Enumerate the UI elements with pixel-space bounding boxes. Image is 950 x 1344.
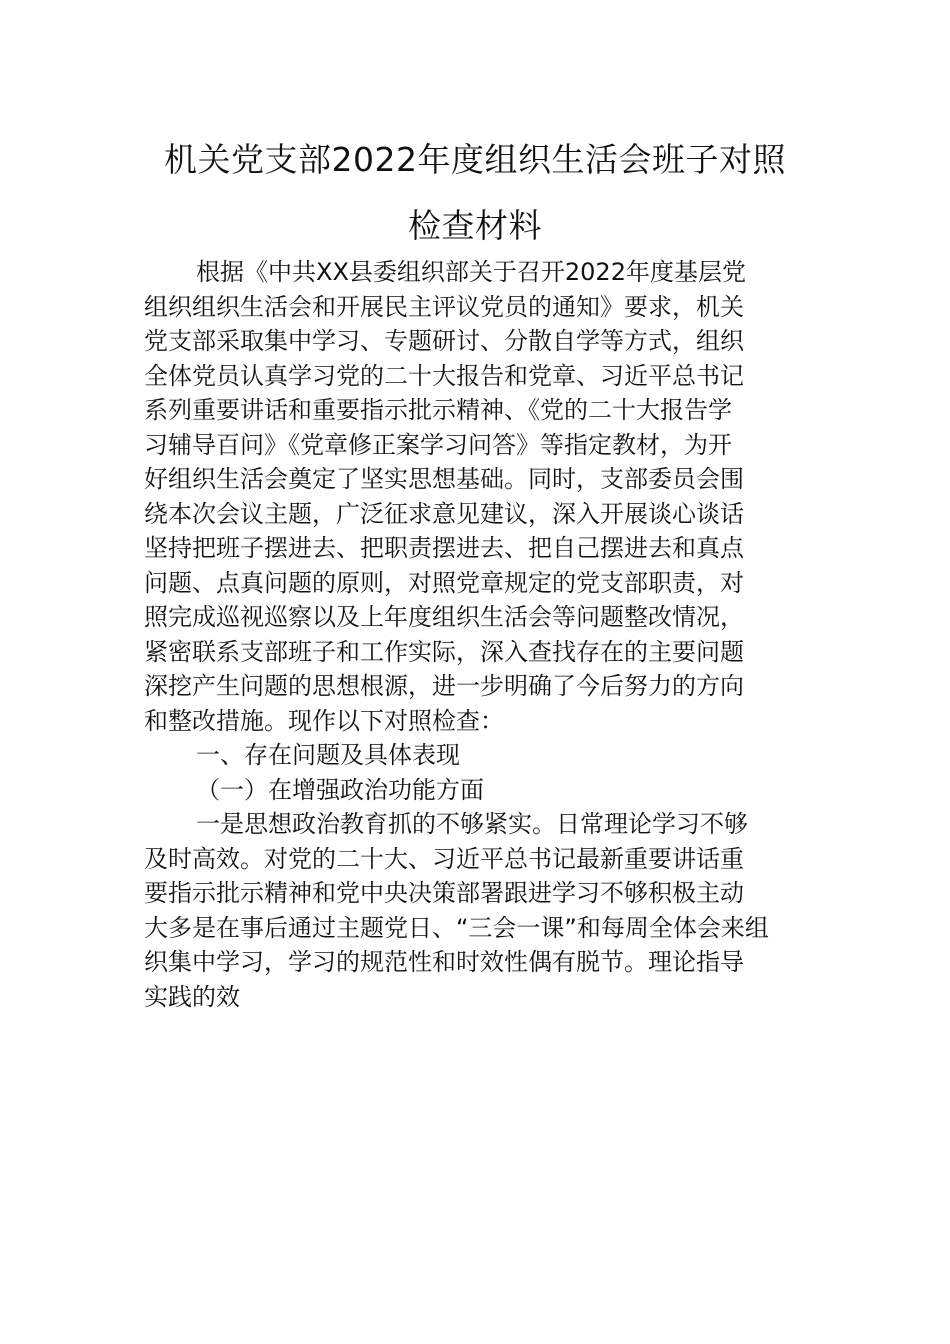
- document-title-line-1: 机关党支部2022年度组织生活会班子对照: [164, 140, 786, 179]
- paragraph-1-line: 组织组织生活会和开展民主评议党员的通知》要求，机关: [144, 292, 744, 321]
- paragraph-2-line: 要指示批示精神和党中央决策部署跟进学习不够积极主动: [144, 879, 744, 907]
- paragraph-1-line: 系列重要讲话和重要指示批示精神、《党的二十大报告学: [144, 396, 732, 424]
- paragraph-1-line: 坚持把班子摆进去、把职责摆进去、把自己摆进去和真点: [144, 534, 744, 562]
- paragraph-1-line: 紧密联系支部班子和工作实际，深入查找存在的主要问题: [144, 637, 744, 666]
- paragraph-1-line: 绕本次会议主题，广泛征求意见建议，深入开展谈心谈话: [144, 499, 744, 528]
- subsection-heading-1: （一）在增强政治功能方面: [196, 775, 484, 804]
- paragraph-1-line: 问题、点真问题的原则，对照党章规定的党支部职责，对: [144, 568, 744, 597]
- paragraph-1-line: 党支部采取集中学习、专题研讨、分散自学等方式，组织: [144, 327, 744, 355]
- paragraph-1-line: 习辅导百问》《党章修正案学习问答》等指定教材，为开: [144, 430, 732, 459]
- paragraph-2-line: 大多是在事后通过主题党日、“三会一课”和每周全体会来组: [144, 913, 769, 942]
- paragraph-2-line: 织集中学习，学习的规范性和时效性偶有脱节。理论指导: [144, 948, 744, 976]
- paragraph-1-line: 全体党员认真学习党的二十大报告和党章、习近平总书记: [144, 361, 744, 390]
- section-heading-1: 一、存在问题及具体表现: [196, 741, 460, 769]
- document-body: [144, 255, 808, 1014]
- paragraph-1-line: 照完成巡视巡察以及上年度组织生活会等问题整改情况，: [144, 603, 744, 631]
- paragraph-2-line: 实践的效: [144, 982, 240, 1011]
- paragraph-1-line: 好组织生活会奠定了坚实思想基础。同时，支部委员会围: [144, 465, 744, 493]
- paragraph-1-line: 根据《中共XX县委组织部关于召开2022年度基层党: [196, 258, 746, 286]
- paragraph-1-line: 和整改措施。现作以下对照检查：: [144, 706, 504, 735]
- paragraph-2-line: 及时高效。对党的二十大、习近平总书记最新重要讲话重: [144, 844, 744, 873]
- paragraph-2-line: 一是思想政治教育抓的不够紧实。日常理论学习不够: [196, 810, 748, 838]
- paragraph-1-line: 深挖产生问题的思想根源，进一步明确了今后努力的方向: [144, 672, 744, 700]
- document-title-line-2: 检查材料: [408, 206, 542, 245]
